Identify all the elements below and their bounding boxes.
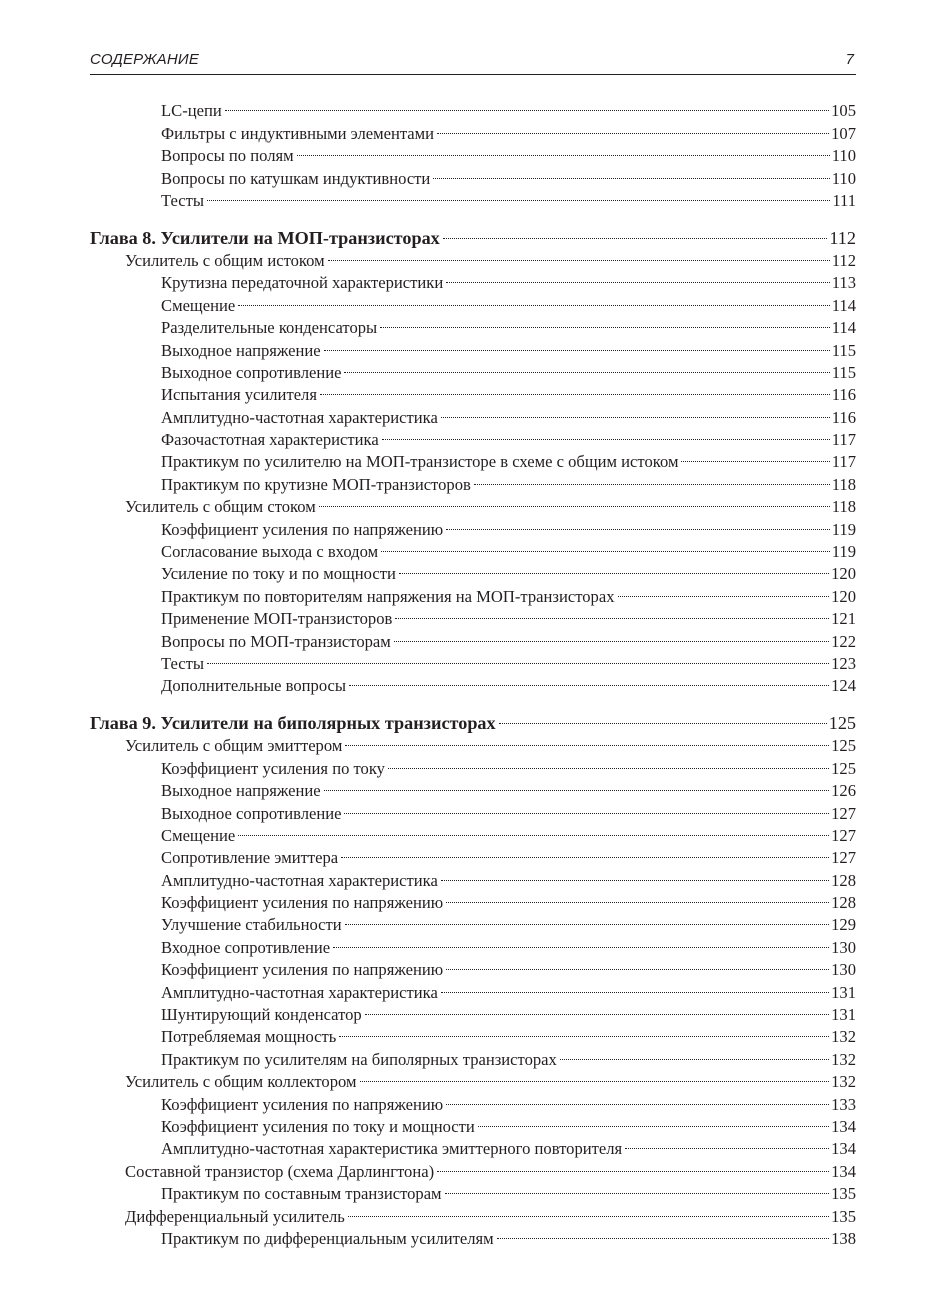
toc-entry-title: Испытания усилителя	[161, 385, 317, 405]
dot-leader	[441, 969, 829, 992]
toc-entry-title: Крутизна передаточной характеристики	[161, 273, 444, 293]
dot-leader	[446, 880, 829, 903]
toc-entry-title: Входное сопротивление	[161, 937, 331, 957]
dot-leader	[344, 350, 829, 373]
toc-entry-page: 132	[831, 1049, 856, 1069]
dot-leader	[382, 417, 830, 440]
toc-entry-page: 119	[831, 542, 856, 562]
dot-leader	[380, 305, 830, 328]
dot-leader	[478, 1104, 829, 1127]
toc-entry-page: 134	[831, 1161, 856, 1181]
toc-entry-page: 121	[831, 609, 856, 629]
running-head	[90, 50, 856, 75]
dot-leader	[437, 1148, 829, 1171]
toc-entry-page: 117	[831, 452, 856, 472]
dot-leader	[560, 1036, 829, 1059]
toc-entry-page: 127	[831, 848, 856, 868]
toc-entry-title: Выходное напряжение	[161, 781, 321, 801]
dot-leader	[399, 551, 829, 574]
toc-entry-title: Амплитудно-частотная характеристика эмиттерного повторителя	[161, 1139, 623, 1159]
toc-entry-page: 113	[831, 273, 856, 293]
toc-entry-title: Дифференциальный усилитель	[125, 1206, 345, 1226]
toc-entry-title: Усилитель с общим стоком	[125, 497, 316, 517]
toc-entry-title: Коэффициент усиления по напряжению	[161, 519, 444, 539]
dot-leader	[497, 1216, 829, 1239]
toc-entry-page: 116	[831, 385, 856, 405]
dot-leader	[339, 1014, 829, 1037]
toc-entry-title: Вопросы по катушкам индуктивности	[161, 168, 431, 188]
toc-entry-page: 126	[831, 781, 856, 801]
toc-entry-page: 128	[831, 893, 856, 913]
toc-entry-page: 129	[831, 915, 856, 935]
toc-entry-page: 127	[831, 825, 856, 845]
toc-entry-title: Смещение	[161, 825, 236, 845]
toc-entry-page: 112	[831, 250, 856, 270]
toc-entry-title: Практикум по крутизне МОП-транзисторов	[161, 474, 471, 494]
dot-leader	[348, 1193, 829, 1216]
toc-entry-page: 120	[831, 564, 856, 584]
dot-leader	[320, 372, 830, 395]
toc-entry-title: Практикум по составным транзисторам	[161, 1184, 442, 1204]
toc-entry-title: Сопротивление эмиттера	[161, 848, 339, 868]
dot-leader	[388, 745, 829, 768]
toc-entry-page: 131	[831, 982, 856, 1002]
toc-entry-title: Практикум по повторителям напряжения на МОП-транзисторах	[161, 586, 615, 606]
dot-leader	[446, 1081, 829, 1104]
toc-entry-page: 131	[831, 1005, 856, 1025]
toc-entry-title: Смещение	[161, 295, 236, 315]
table-of-contents	[90, 93, 856, 1248]
dot-leader	[345, 723, 829, 746]
toc-entry-title: Практикум по усилителям на биполярных транзисторах	[161, 1049, 557, 1069]
toc-entry-page: 111	[832, 190, 856, 210]
toc-entry-title: Коэффициент усиления по току	[161, 758, 385, 778]
toc-entry-title: Фильтры с индуктивными элементами	[161, 123, 435, 143]
dot-leader	[381, 529, 830, 552]
toc-entry-title: Коэффициент усиления по току и мощности	[161, 1116, 475, 1136]
toc-entry-title: Выходное сопротивление	[161, 803, 342, 823]
toc-entry-page: 120	[831, 586, 856, 606]
toc-entry-title: Усилитель с общим коллектором	[125, 1072, 357, 1092]
toc-entry-page: 118	[831, 497, 856, 517]
toc-entry-title: Дополнительные вопросы	[161, 676, 347, 696]
dot-leader	[238, 813, 829, 836]
toc-entry-page: 125	[828, 712, 856, 733]
dot-leader	[328, 238, 830, 261]
dot-leader	[207, 178, 830, 201]
dot-leader	[324, 327, 830, 350]
dot-leader	[446, 506, 830, 529]
toc-entry-page: 114	[831, 295, 856, 315]
running-head-title: СОДЕРЖАНИЕ	[90, 51, 200, 68]
running-head-page-number: 7	[845, 51, 854, 68]
toc-entry-page: 125	[831, 758, 856, 778]
toc-entry-title: Практикум по усилителю на МОП-транзисторе в схеме с общим истоком	[161, 452, 679, 472]
toc-entry-page: 114	[831, 318, 856, 338]
toc-entry-title: Вопросы по МОП-транзисторам	[161, 631, 391, 651]
dot-leader	[474, 461, 830, 484]
dot-leader	[618, 573, 830, 596]
dot-leader	[324, 768, 830, 791]
toc-entry-page: 105	[831, 101, 856, 121]
toc-entry-title: Усилитель с общим эмиттером	[125, 736, 343, 756]
dot-leader	[446, 260, 829, 283]
toc-entry-page: 132	[831, 1072, 856, 1092]
toc-entry-title: Вопросы по полям	[161, 146, 294, 166]
toc-entry-page: 132	[831, 1027, 856, 1047]
toc-entry-page: 130	[831, 960, 856, 980]
dot-leader	[437, 110, 829, 133]
toc-entry-page: 110	[831, 146, 856, 166]
dot-leader	[443, 212, 828, 239]
toc-entry-page: 119	[831, 519, 856, 539]
toc-entry-title: Составной транзистор (схема Дарлингтона)	[125, 1161, 435, 1181]
toc-entry-page: 135	[831, 1206, 856, 1226]
toc-entry-page: 123	[831, 653, 856, 673]
dot-leader	[238, 282, 830, 305]
toc-entry-page: 115	[831, 362, 856, 382]
toc-entry-page: 127	[831, 803, 856, 823]
toc-entry-title: Шунтирующий конденсатор	[161, 1005, 362, 1025]
toc-entry-page: 112	[829, 227, 856, 248]
toc-entry-page: 134	[831, 1116, 856, 1136]
toc-entry-page: 110	[831, 168, 856, 188]
toc-entry-title: Потребляемая мощность	[161, 1027, 337, 1047]
dot-leader	[344, 790, 829, 813]
dot-leader	[394, 618, 829, 641]
toc-entry-page: 138	[831, 1228, 856, 1248]
toc-entry-title: Выходное напряжение	[161, 340, 321, 360]
toc-entry-page: 116	[831, 407, 856, 427]
dot-leader	[319, 484, 830, 507]
dot-leader	[365, 992, 829, 1015]
toc-entry-title: Улучшение стабильности	[161, 915, 342, 935]
toc-entry-page: 135	[831, 1184, 856, 1204]
toc-entry-title: Коэффициент усиления по напряжению	[161, 960, 444, 980]
toc-entry-page: 125	[831, 736, 856, 756]
toc-entry-title: Глава 9. Усилители на биполярных транзисторах	[90, 712, 496, 733]
dot-leader	[625, 1126, 829, 1149]
dot-leader	[445, 1171, 830, 1194]
toc-entry-page: 107	[831, 123, 856, 143]
dot-leader	[433, 155, 829, 178]
dot-leader	[441, 857, 829, 880]
toc-entry-title: Согласование выхода с входом	[161, 542, 379, 562]
toc-entry-title: Глава 8. Усилители на МОП-транзисторах	[90, 227, 440, 248]
toc-entry-page: 118	[831, 474, 856, 494]
dot-leader	[333, 924, 829, 947]
toc-entry-title: Амплитудно-частотная характеристика	[161, 982, 438, 1002]
toc-entry-title: Практикум по дифференциальным усилителям	[161, 1228, 494, 1248]
dot-leader	[395, 596, 829, 619]
toc-entry-page: 128	[831, 870, 856, 890]
toc-entry-title: Фазочастотная характеристика	[161, 430, 379, 450]
toc-entry-title: Усиление по току и по мощности	[161, 564, 396, 584]
dot-leader	[499, 697, 827, 724]
dot-leader	[341, 835, 829, 858]
dot-leader	[225, 88, 829, 111]
dot-leader	[207, 641, 829, 664]
toc-entry-title: Амплитудно-частотная характеристика	[161, 407, 438, 427]
toc-entry-page: 124	[831, 676, 856, 696]
toc-entry-page: 115	[831, 340, 856, 360]
toc-entry-title: Коэффициент усиления по напряжению	[161, 893, 444, 913]
toc-entry-title: Тесты	[161, 190, 205, 210]
toc-entry-page: 117	[831, 430, 856, 450]
toc-entry-page: 130	[831, 937, 856, 957]
dot-leader	[349, 663, 829, 686]
toc-entry-title: Коэффициент усиления по напряжению	[161, 1094, 444, 1114]
toc-entry-title: Усилитель с общим истоком	[125, 250, 325, 270]
dot-leader	[681, 439, 829, 462]
toc-entry-title: LC-цепи	[161, 101, 222, 121]
toc-entry-page: 134	[831, 1139, 856, 1159]
dot-leader	[360, 1059, 830, 1082]
dot-leader	[446, 947, 829, 970]
toc-entry-title: Амплитудно-частотная характеристика	[161, 870, 438, 890]
toc-entry-title: Тесты	[161, 653, 205, 673]
dot-leader	[441, 394, 830, 417]
toc-entry-title: Выходное сопротивление	[161, 362, 342, 382]
toc-subsection-entry[interactable]	[90, 668, 856, 696]
dot-leader	[345, 902, 829, 925]
toc-entry-page: 122	[831, 631, 856, 651]
toc-entry-page: 133	[831, 1094, 856, 1114]
toc-entry-title: Разделительные конденсаторы	[161, 318, 378, 338]
dot-leader	[297, 133, 830, 156]
toc-entry-title: Применение МОП-транзисторов	[161, 609, 393, 629]
